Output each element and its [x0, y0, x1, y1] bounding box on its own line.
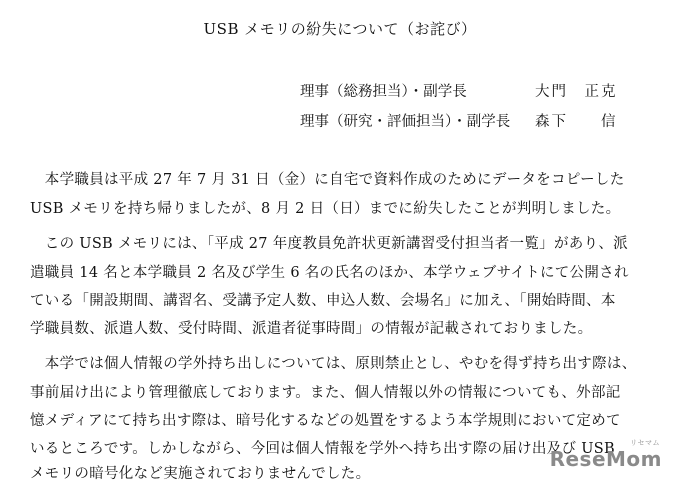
body-line: ている「開設期間、講習名、受講予定人数、申込人数、会場名」に加え、「開始時間、本	[30, 293, 616, 309]
signatory-line-1	[300, 80, 618, 101]
body-line: USB メモリを持ち帰りましたが、8 月 2 日（日）までに紛失したことが判明しました。	[30, 201, 621, 217]
body-line: 事前届け出により管理徹底しております。また、個人情報以外の情報についても、外部記	[30, 385, 621, 401]
body-line: いるところです。しかしながら、今回は個人情報を学外へ持ち出す際の届け出及び USB	[30, 441, 615, 457]
body-line: メモリの暗号化など実施されておりませんでした。	[30, 466, 371, 482]
signatory-role-1: 理事（総務担当）・副学長	[300, 84, 467, 100]
body-line: 遣職員 14 名と本学職員 2 名及び学生 6 名の氏名のほか、本学ウェブサイトにて公開され	[30, 265, 629, 281]
watermark-kana: リセマム	[630, 439, 660, 447]
body-line: 本学職員は平成 27 年 7 月 31 日（金）に自宅で資料作成のためにデータをコピーした	[30, 172, 625, 188]
signatory-name-2: 森下 信	[535, 114, 618, 130]
document-title: USB メモリの紛失について（お詫び）	[203, 20, 477, 38]
body-line: 憶メディアにて持ち出す際は、暗号化するなどの処置をするよう本学規則において定めて	[30, 413, 621, 429]
signatory-line-2	[300, 110, 618, 131]
watermark-text: ReseMom	[549, 447, 662, 471]
body-line: 学職員数、派遣人数、受付時間、派遣者従事時間」の情報が記載されておりました。	[30, 321, 593, 337]
body-line: この USB メモリには、「平成 27 年度教員免許状更新講習受付担当者一覧」があり、派	[30, 236, 628, 252]
signatory-role-2: 理事（研究・評価担当）・副学長	[300, 114, 511, 130]
resemom-watermark-logo	[549, 439, 662, 471]
body-line: 本学では個人情報の学外持ち出しについては、原則禁止とし、やむを得ず持ち出す際は、	[30, 356, 637, 372]
signatory-name-1: 大門 正克	[535, 84, 618, 100]
